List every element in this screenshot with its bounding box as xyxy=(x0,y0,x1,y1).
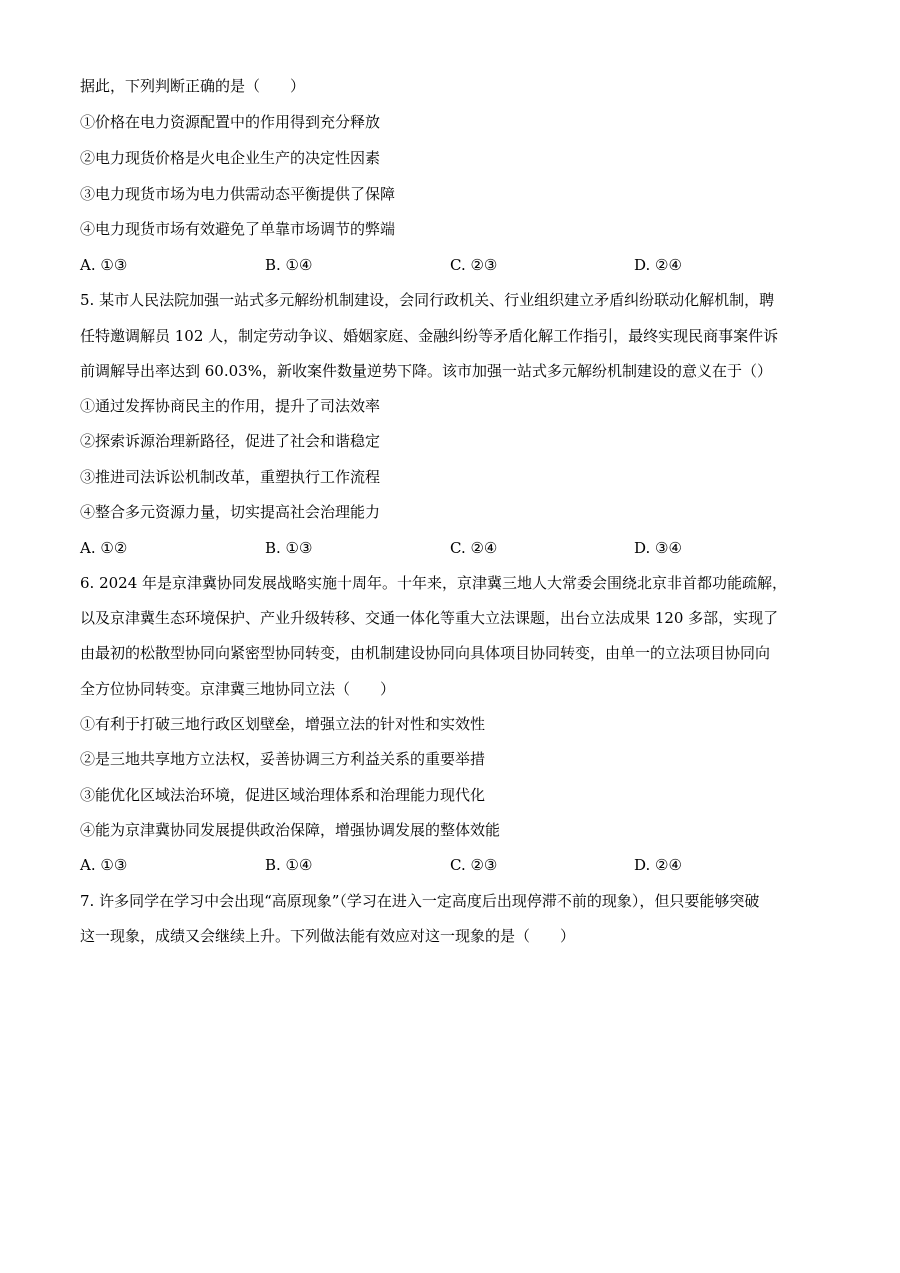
q5-stem-line-3: 前调解导出率达到 60.03%，新收案件数量逆势下降。该市加强一站式多元解纷机制建设的意义在于（） xyxy=(80,362,772,380)
q5-option-d: D. ③④ xyxy=(634,539,682,557)
q6-option-b: B. ①④ xyxy=(265,856,313,874)
q6-stem-line-2: 以及京津冀生态环境保护、产业升级转移、交通一体化等重大立法课题，出台立法成果 120 多部，实现了 xyxy=(80,609,779,627)
q4-statement-1: ①价格在电力资源配置中的作用得到充分释放 xyxy=(80,113,381,131)
q5-stem-line-2: 任特邀调解员 102 人，制定劳动争议、婚姻家庭、金融纠纷等矛盾化解工作指引，最终实现民商事案件诉 xyxy=(80,327,779,345)
q4-options xyxy=(80,255,825,275)
q4-statement-3: ③电力现货市场为电力供需动态平衡提供了保障 xyxy=(80,185,396,203)
q6-statement-2: ②是三地共享地方立法权，妥善协调三方利益关系的重要举措 xyxy=(80,750,486,768)
q5-option-c: C. ②④ xyxy=(450,539,498,557)
q6-stem-line-4: 全方位协同转变。京津冀三地协同立法（ ） xyxy=(80,680,396,698)
q6-options xyxy=(80,855,825,875)
q5-statement-4: ④整合多元资源力量，切实提高社会治理能力 xyxy=(80,503,381,521)
q4-statement-4: ④电力现货市场有效避免了单靠市场调节的弊端 xyxy=(80,220,396,238)
q4-stem-tail: 据此，下列判断正确的是（ ） xyxy=(80,77,306,95)
q5-stem-line-1: 5. 某市人民法院加强一站式多元解纷机制建设，会同行政机关、行业组织建立矛盾纠纷联动化解机制，聘 xyxy=(80,291,775,309)
q5-statement-3: ③推进司法诉讼机制改革，重塑执行工作流程 xyxy=(80,468,381,486)
q6-stem-line-3: 由最初的松散型协同向紧密型协同转变，由机制建设协同向具体项目协同转变，由单一的立法项目协同向 xyxy=(80,644,771,662)
q5-statement-1: ①通过发挥协商民主的作用，提升了司法效率 xyxy=(80,397,381,415)
q6-option-a: A. ①③ xyxy=(80,856,128,874)
q5-option-b: B. ①③ xyxy=(265,539,313,557)
q6-stem-line-1: 6. 2024 年是京津冀协同发展战略实施十周年。十年来，京津冀三地人大常委会围绕北京非首都功能疏解， xyxy=(80,574,788,592)
q5-option-a: A. ①② xyxy=(80,539,128,557)
q4-option-c: C. ②③ xyxy=(450,256,498,274)
q6-statement-3: ③能优化区域法治环境，促进区域治理体系和治理能力现代化 xyxy=(80,786,486,804)
q4-statement-2: ②电力现货价格是火电企业生产的决定性因素 xyxy=(80,149,381,167)
q6-statement-1: ①有利于打破三地行政区划壁垒，增强立法的针对性和实效性 xyxy=(80,715,486,733)
q5-options xyxy=(80,538,825,558)
q4-option-a: A. ①③ xyxy=(80,256,128,274)
q6-option-c: C. ②③ xyxy=(450,856,498,874)
q4-option-d: D. ②④ xyxy=(634,256,682,274)
q5-statement-2: ②探索诉源治理新路径，促进了社会和谐稳定 xyxy=(80,432,381,450)
q6-option-d: D. ②④ xyxy=(634,856,682,874)
q4-option-b: B. ①④ xyxy=(265,256,313,274)
q6-statement-4: ④能为京津冀协同发展提供政治保障，增强协调发展的整体效能 xyxy=(80,821,501,839)
q7-stem-line-2: 这一现象，成绩又会继续上升。下列做法能有效应对这一现象的是（ ） xyxy=(80,927,576,945)
q7-stem-line-1: 7. 许多同学在学习中会出现“高原现象”（学习在进入一定高度后出现停滞不前的现象），但只要能够突破 xyxy=(80,892,760,910)
